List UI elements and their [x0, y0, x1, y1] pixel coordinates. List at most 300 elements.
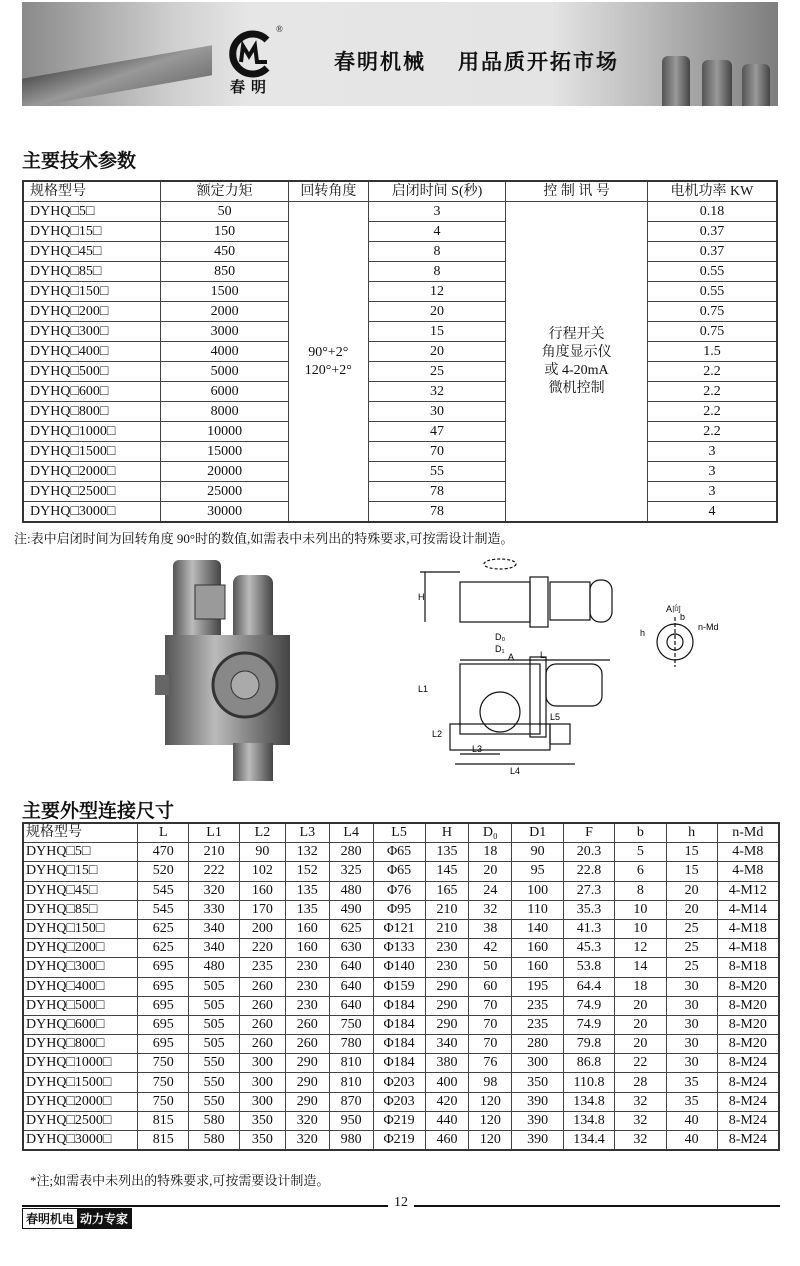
dimension-cell: 750 [138, 1092, 189, 1111]
dimension-cell: Φ95 [373, 900, 425, 919]
dimension-cell: 120 [469, 1092, 512, 1111]
table-header-row [23, 181, 777, 202]
dimension-cell: 38 [469, 919, 512, 938]
dimension-cell: 290 [425, 977, 469, 996]
dimension-cell: Φ133 [373, 939, 425, 958]
torque-cell: 30000 [161, 502, 289, 523]
section-title-tech-params: 主要技术参数 [22, 150, 137, 172]
table-row [23, 482, 777, 502]
time-cell: 15 [368, 322, 506, 342]
time-cell: 12 [368, 282, 506, 302]
dimension-cell: 390 [512, 1131, 564, 1151]
column-header: 规格型号 [23, 823, 138, 843]
control-signal-line: 微机控制 [548, 380, 605, 396]
dimension-cell: 640 [329, 958, 373, 977]
dimension-cell: Φ121 [373, 919, 425, 938]
column-header: L [138, 823, 189, 843]
table-row [23, 302, 777, 322]
column-header: L1 [189, 823, 240, 843]
dim-label-h: h [640, 628, 646, 638]
torque-cell: 4000 [161, 342, 289, 362]
dimension-cell: 390 [512, 1092, 564, 1111]
dimension-cell: 35.3 [564, 900, 615, 919]
model-cell: DYHQ□3000□ [23, 1131, 138, 1151]
dimension-cell: 165 [425, 881, 469, 900]
dimension-cell: 320 [285, 1131, 329, 1151]
tech-params-note: 注:表中启闭时间为回转角度 90°时的数值,如需表中未列出的特殊要求,可按需设计制造。 [14, 531, 514, 546]
model-cell: DYHQ□1000□ [23, 422, 161, 442]
dimension-cell: 260 [240, 1015, 286, 1034]
dimension-cell: 50 [469, 958, 512, 977]
dimension-cell: 28 [614, 1073, 666, 1092]
table-row [23, 202, 777, 222]
column-header: b [614, 823, 666, 843]
table-row [23, 462, 777, 482]
power-cell: 0.18 [647, 202, 777, 222]
model-cell: DYHQ□200□ [23, 302, 161, 322]
table-row [23, 422, 777, 442]
dimension-cell: 70 [469, 1015, 512, 1034]
dimension-cell: 750 [138, 1073, 189, 1092]
dimension-cell: 4-M12 [717, 881, 779, 900]
dimension-cell: 40 [666, 1111, 717, 1130]
dimension-cell: 210 [425, 919, 469, 938]
dimension-cell: 4-M18 [717, 939, 779, 958]
table-row [23, 939, 779, 958]
dimension-cell: 79.8 [564, 1035, 615, 1054]
dimension-cell: 8-M24 [717, 1111, 779, 1130]
torque-cell: 450 [161, 242, 289, 262]
control-signal-line: 行程开关 [548, 326, 605, 342]
dimension-cell: 300 [240, 1073, 286, 1092]
torque-cell: 6000 [161, 382, 289, 402]
power-cell: 3 [647, 462, 777, 482]
dimension-cell: 235 [240, 958, 286, 977]
dimension-cell: 134.8 [564, 1111, 615, 1130]
dimension-cell: 195 [512, 977, 564, 996]
dimension-cell: 160 [285, 919, 329, 938]
dimension-cell: Φ184 [373, 1035, 425, 1054]
dimension-cell: 480 [189, 958, 240, 977]
dimension-cell: 300 [240, 1092, 286, 1111]
rotation-angle-cell [288, 202, 368, 523]
dimension-cell: 14 [614, 958, 666, 977]
dimension-cell: 400 [425, 1073, 469, 1092]
dimension-cell: 280 [329, 843, 373, 862]
dimension-cell: 120 [469, 1131, 512, 1151]
rotation-angle-value: 120°+2° [304, 362, 352, 378]
dimension-cell: 8-M24 [717, 1092, 779, 1111]
dimension-cell: 134.8 [564, 1092, 615, 1111]
dimension-cell: 30 [666, 977, 717, 996]
dimension-cell: 95 [512, 862, 564, 881]
dimension-cell: 15 [666, 843, 717, 862]
dimension-cell: 170 [240, 900, 286, 919]
dimension-cell: 550 [189, 1073, 240, 1092]
dimension-cell: 320 [285, 1111, 329, 1130]
brand-left: 春明机电 [26, 1212, 75, 1226]
cooling-tower-image [702, 60, 732, 106]
dimension-cell: 380 [425, 1054, 469, 1073]
dimension-cell: 12 [614, 939, 666, 958]
dimensions-note: *注;如需表中未列出的特殊要求,可按需要设计制造。 [30, 1173, 330, 1188]
dimension-cell: 200 [240, 919, 286, 938]
dimension-cell: 27.3 [564, 881, 615, 900]
table-row [23, 322, 777, 342]
torque-cell: 10000 [161, 422, 289, 442]
model-cell: DYHQ□2000□ [23, 1092, 138, 1111]
dimension-cell: 4-M8 [717, 862, 779, 881]
page-number: 12 [388, 1195, 414, 1211]
dimension-cell: Φ184 [373, 1054, 425, 1073]
torque-cell: 850 [161, 262, 289, 282]
table-row [23, 996, 779, 1015]
dimension-cell: 505 [189, 1015, 240, 1034]
dimension-drawing [400, 552, 730, 784]
power-cell: 2.2 [647, 402, 777, 422]
dimension-cell: 18 [614, 977, 666, 996]
dimension-cell: 750 [138, 1054, 189, 1073]
model-cell: DYHQ□400□ [23, 342, 161, 362]
dimension-cell: 695 [138, 1015, 189, 1034]
dimension-cell: 8-M24 [717, 1054, 779, 1073]
dimension-cell: 210 [425, 900, 469, 919]
dimension-cell: 230 [425, 958, 469, 977]
table-row [23, 1054, 779, 1073]
dimension-cell: 260 [285, 1035, 329, 1054]
time-cell: 20 [368, 302, 506, 322]
dimension-cell: 230 [425, 939, 469, 958]
model-cell: DYHQ□2000□ [23, 462, 161, 482]
dimension-cell: 640 [329, 977, 373, 996]
column-header: L2 [240, 823, 286, 843]
model-cell: DYHQ□800□ [23, 402, 161, 422]
dimension-cell: 42 [469, 939, 512, 958]
dimension-cell: 86.8 [564, 1054, 615, 1073]
dimension-cell: 750 [329, 1015, 373, 1034]
column-header: H [425, 823, 469, 843]
pipeline-bridge-image [22, 45, 212, 106]
model-cell: DYHQ□15□ [23, 222, 161, 242]
column-header: 规格型号 [23, 181, 161, 202]
dimension-cell: 222 [189, 862, 240, 881]
dimension-cell: 135 [425, 843, 469, 862]
dimension-cell: 20 [469, 862, 512, 881]
dimension-cell: 460 [425, 1131, 469, 1151]
table-row [23, 862, 779, 881]
model-cell: DYHQ□600□ [23, 382, 161, 402]
dimension-cell: 25 [666, 939, 717, 958]
dimension-cell: 102 [240, 862, 286, 881]
model-cell: DYHQ□5□ [23, 843, 138, 862]
dimension-cell: 10 [614, 919, 666, 938]
torque-cell: 15000 [161, 442, 289, 462]
dimension-cell: 340 [189, 939, 240, 958]
column-header: 控 制 讯 号 [506, 181, 648, 202]
dimension-cell: 695 [138, 1035, 189, 1054]
dimension-cell: 110 [512, 900, 564, 919]
model-cell: DYHQ□150□ [23, 919, 138, 938]
power-cell: 0.75 [647, 302, 777, 322]
table-row [23, 362, 777, 382]
rotation-angle-value: 90°+2° [308, 344, 349, 360]
table-row [23, 402, 777, 422]
dimension-cell: 815 [138, 1131, 189, 1151]
dimension-cell: Φ159 [373, 977, 425, 996]
dimension-cell: 25 [666, 958, 717, 977]
dimension-cell: 505 [189, 977, 240, 996]
logo-text: 春明 [230, 78, 273, 96]
table-row [23, 1035, 779, 1054]
dimension-cell: 545 [138, 881, 189, 900]
dimension-cell: 74.9 [564, 1015, 615, 1034]
table-row [23, 900, 779, 919]
model-cell: DYHQ□5□ [23, 202, 161, 222]
table-row [23, 1073, 779, 1092]
dim-label-L1: L1 [418, 684, 429, 694]
slogan [334, 46, 651, 76]
dimension-cell: 235 [512, 996, 564, 1015]
dimension-cell: 260 [285, 1015, 329, 1034]
column-header: 额定力矩 [161, 181, 289, 202]
column-header: D1 [512, 823, 564, 843]
dim-label-L5: L5 [550, 712, 561, 722]
table-row [23, 919, 779, 938]
power-cell: 0.55 [647, 282, 777, 302]
model-cell: DYHQ□45□ [23, 881, 138, 900]
dimension-cell: 260 [240, 1035, 286, 1054]
dimension-cell: 230 [285, 958, 329, 977]
time-cell: 70 [368, 442, 506, 462]
dimension-cell: 550 [189, 1092, 240, 1111]
model-cell: DYHQ□45□ [23, 242, 161, 262]
dimension-cell: 20 [666, 881, 717, 900]
dimension-cell: 132 [285, 843, 329, 862]
dimension-cell: 135 [285, 900, 329, 919]
table-row [23, 222, 777, 242]
dimension-cell: Φ219 [373, 1131, 425, 1151]
model-cell: DYHQ□200□ [23, 939, 138, 958]
dimension-cell: 300 [512, 1054, 564, 1073]
dimension-cell: 8-M20 [717, 977, 779, 996]
time-cell: 47 [368, 422, 506, 442]
column-header: h [666, 823, 717, 843]
dimension-cell: 35 [666, 1073, 717, 1092]
dim-label-A-view: A向 [666, 604, 682, 614]
dimension-cell: 20 [614, 1035, 666, 1054]
column-header: L4 [329, 823, 373, 843]
dimension-cell: 290 [425, 996, 469, 1015]
dimension-cell: 980 [329, 1131, 373, 1151]
dimension-cell: 20 [614, 996, 666, 1015]
dimension-cell: Φ203 [373, 1073, 425, 1092]
dimension-cell: Φ184 [373, 1015, 425, 1034]
model-cell: DYHQ□1000□ [23, 1054, 138, 1073]
dimension-cell: 32 [469, 900, 512, 919]
dimension-cell: 45.3 [564, 939, 615, 958]
model-cell: DYHQ□600□ [23, 1015, 138, 1034]
dimension-cell: 780 [329, 1035, 373, 1054]
model-cell: DYHQ□3000□ [23, 502, 161, 523]
dimension-cell: Φ65 [373, 862, 425, 881]
time-cell: 30 [368, 402, 506, 422]
power-cell: 4 [647, 502, 777, 523]
time-cell: 3 [368, 202, 506, 222]
dimension-cell: 8-M24 [717, 1073, 779, 1092]
dimension-cell: 350 [240, 1131, 286, 1151]
dimension-cell: 60 [469, 977, 512, 996]
footer-brand [22, 1208, 132, 1229]
table-row [23, 1111, 779, 1130]
control-signal-line: 角度显示仪 [541, 344, 612, 360]
dimension-cell: 40 [666, 1131, 717, 1151]
dimension-cell: 290 [285, 1073, 329, 1092]
dimension-cell: 90 [240, 843, 286, 862]
dimension-cell: 22 [614, 1054, 666, 1073]
torque-cell: 3000 [161, 322, 289, 342]
table-row [23, 958, 779, 977]
dimension-cell: 64.4 [564, 977, 615, 996]
dimension-cell: 160 [512, 939, 564, 958]
dimensions-table [22, 822, 780, 1151]
dimension-cell: 90 [512, 843, 564, 862]
dimension-cell: 580 [189, 1131, 240, 1151]
dimension-cell: 520 [138, 862, 189, 881]
dim-label-n-Md: n-Md [698, 622, 719, 632]
header-banner [22, 2, 778, 106]
dimension-cell: 630 [329, 939, 373, 958]
dimension-cell: 120 [469, 1111, 512, 1130]
dim-label-L4: L4 [510, 766, 521, 776]
dimension-cell: 100 [512, 881, 564, 900]
table-row [23, 242, 777, 262]
dimension-cell: 8 [614, 881, 666, 900]
column-header: L5 [373, 823, 425, 843]
dim-label-H: H [418, 592, 425, 602]
cooling-tower-image [742, 64, 770, 106]
dimension-cell: 30 [666, 1054, 717, 1073]
dimension-cell: 350 [512, 1073, 564, 1092]
column-header: n-Md [717, 823, 779, 843]
dimension-cell: 505 [189, 1035, 240, 1054]
dimension-cell: 815 [138, 1111, 189, 1130]
dimension-cell: 420 [425, 1092, 469, 1111]
dimension-cell: 260 [240, 977, 286, 996]
model-cell: DYHQ□300□ [23, 322, 161, 342]
dimension-cell: 350 [240, 1111, 286, 1130]
time-cell: 32 [368, 382, 506, 402]
time-cell: 20 [368, 342, 506, 362]
model-cell: DYHQ□1500□ [23, 442, 161, 462]
time-cell: 8 [368, 242, 506, 262]
dimension-cell: 870 [329, 1092, 373, 1111]
model-cell: DYHQ□15□ [23, 862, 138, 881]
dimension-cell: 8-M18 [717, 958, 779, 977]
slogan-motto: 用品质开拓市场 [458, 50, 619, 74]
power-cell: 2.2 [647, 382, 777, 402]
dimension-cell: 950 [329, 1111, 373, 1130]
dimension-cell: 235 [512, 1015, 564, 1034]
dimension-cell: 4-M18 [717, 919, 779, 938]
dimension-cell: 76 [469, 1054, 512, 1073]
dimension-cell: 280 [512, 1035, 564, 1054]
dimension-cell: 110.8 [564, 1073, 615, 1092]
dimension-cell: 480 [329, 881, 373, 900]
company-logo-icon [227, 30, 275, 78]
dimension-cell: 340 [189, 919, 240, 938]
dimension-cell: 160 [240, 881, 286, 900]
power-cell: 0.75 [647, 322, 777, 342]
dimension-cell: 625 [138, 939, 189, 958]
dimension-cell: 4-M8 [717, 843, 779, 862]
dimension-cell: Φ219 [373, 1111, 425, 1130]
dimension-cell: 5 [614, 843, 666, 862]
power-cell: 1.5 [647, 342, 777, 362]
dimension-cell: 30 [666, 1035, 717, 1054]
table-row [23, 1015, 779, 1034]
dimension-cell: Φ140 [373, 958, 425, 977]
model-cell: DYHQ□1500□ [23, 1073, 138, 1092]
table-row [23, 282, 777, 302]
dimension-cell: 32 [614, 1111, 666, 1130]
table-row [23, 382, 777, 402]
model-cell: DYHQ□400□ [23, 977, 138, 996]
dimension-cell: 134.4 [564, 1131, 615, 1151]
torque-cell: 5000 [161, 362, 289, 382]
power-cell: 3 [647, 482, 777, 502]
dimension-cell: 20.3 [564, 843, 615, 862]
dimension-cell: 640 [329, 996, 373, 1015]
dimension-cell: 98 [469, 1073, 512, 1092]
dim-label-A: A [508, 652, 515, 662]
dimension-cell: 24 [469, 881, 512, 900]
table-row [23, 843, 779, 862]
dimension-cell: Φ76 [373, 881, 425, 900]
power-cell: 2.2 [647, 422, 777, 442]
dimension-cell: 290 [285, 1054, 329, 1073]
dimension-cell: 30 [666, 1015, 717, 1034]
power-cell: 2.2 [647, 362, 777, 382]
dimension-cell: 70 [469, 1035, 512, 1054]
torque-cell: 25000 [161, 482, 289, 502]
dimension-cell: 22.8 [564, 862, 615, 881]
dimension-cell: 625 [329, 919, 373, 938]
time-cell: 4 [368, 222, 506, 242]
dimension-cell: 8-M20 [717, 1015, 779, 1034]
dimension-cell: 30 [666, 996, 717, 1015]
table-row [23, 977, 779, 996]
time-cell: 78 [368, 502, 506, 523]
dimension-cell: 230 [285, 977, 329, 996]
dimension-cell: 625 [138, 919, 189, 938]
brand-right: 动力专家 [77, 1209, 131, 1228]
dim-label-D0: D₀ [495, 632, 506, 642]
dim-label-D1: D₁ [495, 644, 505, 654]
dimension-cell: 320 [189, 881, 240, 900]
dimension-cell: 300 [240, 1054, 286, 1073]
dimension-cell: 160 [512, 958, 564, 977]
dimension-cell: Φ65 [373, 843, 425, 862]
actuator-product-photo [155, 555, 305, 785]
dimension-cell: 210 [189, 843, 240, 862]
dimension-cell: 20 [666, 900, 717, 919]
dimension-cell: 74.9 [564, 996, 615, 1015]
model-cell: DYHQ□150□ [23, 282, 161, 302]
torque-cell: 1500 [161, 282, 289, 302]
dimension-cell: 470 [138, 843, 189, 862]
dim-label-L2: L2 [432, 729, 443, 739]
dimension-cell: 810 [329, 1054, 373, 1073]
